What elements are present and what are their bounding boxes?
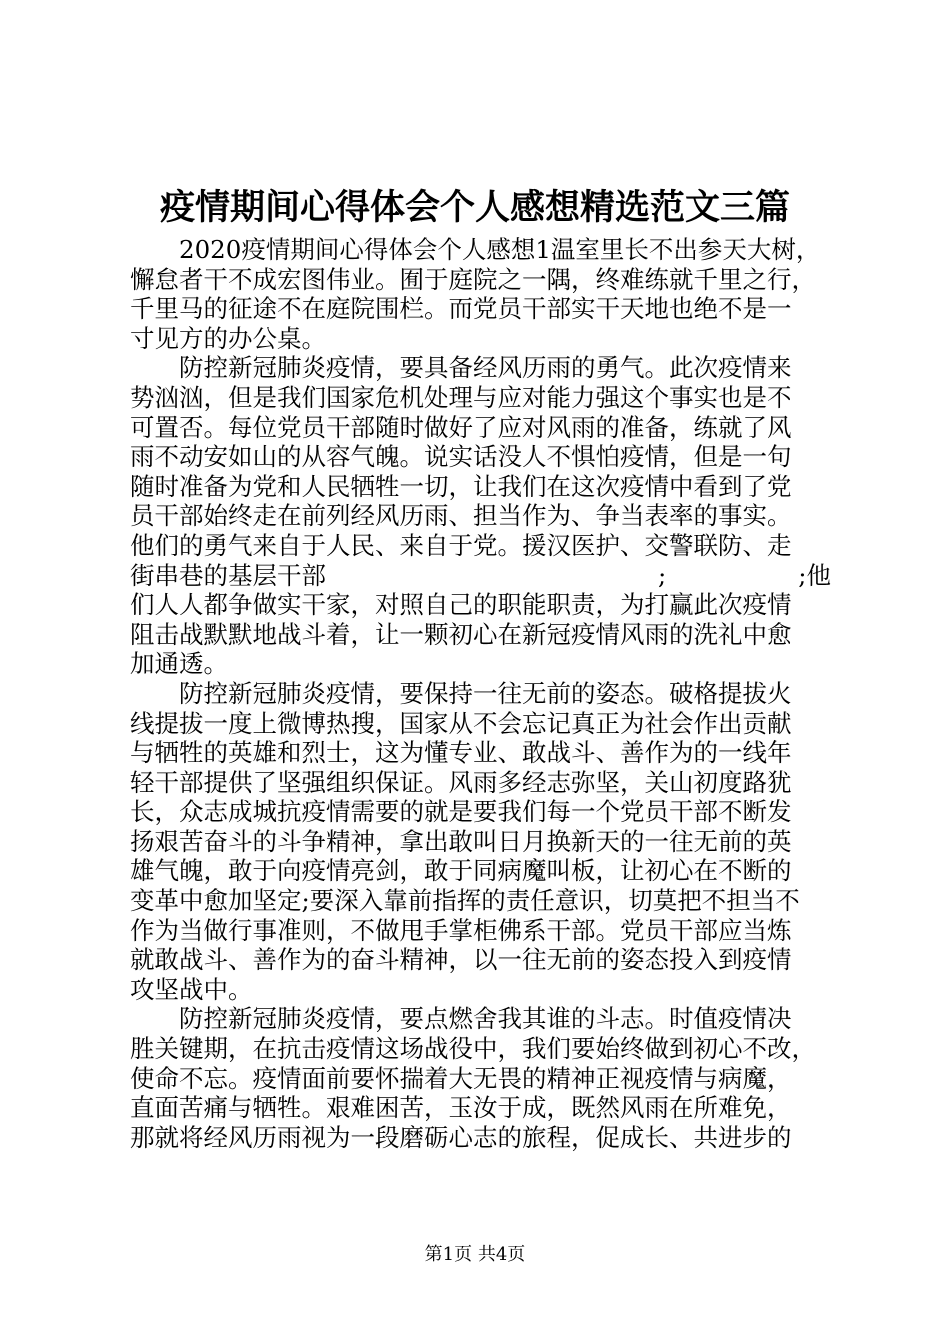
text-segment: 街串巷的基层干部 xyxy=(130,560,326,590)
text-line: 轻干部提供了坚强组织保证。风雨多经志弥坚，关山初度路犹 xyxy=(130,767,792,797)
text-line: 防控新冠肺炎疫情，要点燃舍我其谁的斗志。时值疫情决 xyxy=(179,1004,792,1034)
text-line: 加通透。 xyxy=(130,649,228,679)
text-line: 胜关键期，在抗击疫情这场战役中，我们要始终做到初心不改， xyxy=(130,1034,816,1064)
text-line: 使命不忘。疫情面前要怀揣着大无畏的精神正视疫情与病魔， xyxy=(130,1063,792,1093)
text-line-justified xyxy=(130,561,831,591)
text-line: 阻击战默默地战斗着，让一颗初心在新冠疫情风雨的洗礼中愈 xyxy=(130,619,792,649)
text-line: 们人人都争做实干家，对照自己的职能职责，为打赢此次疫情 xyxy=(130,590,792,620)
page-title: 疫情期间心得体会个人感想精选范文三篇 xyxy=(159,187,790,228)
text-line: 作为当做行事准则，不做甩手掌柜佛系干部。党员干部应当炼 xyxy=(130,915,792,945)
text-line: 他们的勇气来自于人民、来自于党。援汉医护、交警联防、走 xyxy=(130,530,792,560)
document-body xyxy=(130,235,831,1152)
text-line: 扬艰苦奋斗的斗争精神，拿出敢叫日月换新天的一往无前的英 xyxy=(130,826,792,856)
text-line: 长，众志成城抗疫情需要的就是要我们每一个党员干部不断发 xyxy=(130,797,792,827)
text-line: 寸见方的办公桌。 xyxy=(130,323,326,353)
text-line: 员干部始终走在前列经风历雨、担当作为、争当表率的事实。 xyxy=(130,501,792,531)
text-line: 随时准备为党和人民牺牲一切，让我们在这次疫情中看到了党 xyxy=(130,471,792,501)
text-line: 雨不动安如山的从容气魄。说实话没人不惧怕疫情，但是一句 xyxy=(130,442,792,472)
text-line: 防控新冠肺炎疫情，要保持一往无前的姿态。破格提拔火 xyxy=(179,678,792,708)
text-segment: ; xyxy=(657,560,667,590)
text-line: 懈怠者干不成宏图伟业。囿于庭院之一隅，终难练就千里之行， xyxy=(130,264,816,294)
text-line: 攻坚战中。 xyxy=(130,974,253,1004)
text-line: 线提拔一度上微博热搜，国家从不会忘记真正为社会作出贡献 xyxy=(130,708,792,738)
text-line: 2020疫情期间心得体会个人感想1温室里长不出参天大树， xyxy=(179,235,821,264)
page-number-footer: 第1页 共4页 xyxy=(424,1244,526,1265)
text-line: 那就将经风历雨视为一段磨砺心志的旅程，促成长、共进步的 xyxy=(130,1122,792,1152)
text-line: 防控新冠肺炎疫情，要具备经风历雨的勇气。此次疫情来 xyxy=(179,353,792,383)
text-line: 直面苦痛与牺牲。艰难困苦，玉汝于成，既然风雨在所难免， xyxy=(130,1093,792,1123)
text-line: 就敢战斗、善作为的奋斗精神，以一往无前的姿态投入到疫情 xyxy=(130,945,792,975)
text-line: 变革中愈加坚定;要深入靠前指挥的责任意识，切莫把不担当不 xyxy=(130,886,800,916)
text-line: 雄气魄，敢于向疫情亮剑，敢于同病魔叫板，让初心在不断的 xyxy=(130,856,792,886)
text-line: 与牺牲的英雄和烈士，这为懂专业、敢战斗、善作为的一线年 xyxy=(130,738,792,768)
text-line: 可置否。每位党员干部随时做好了应对风雨的准备，练就了风 xyxy=(130,412,792,442)
text-line: 千里马的征途不在庭院围栏。而党员干部实干天地也绝不是一 xyxy=(130,294,792,324)
text-segment: ;他 xyxy=(798,560,831,590)
text-line: 势汹汹，但是我们国家危机处理与应对能力强这个事实也是不 xyxy=(130,382,792,412)
